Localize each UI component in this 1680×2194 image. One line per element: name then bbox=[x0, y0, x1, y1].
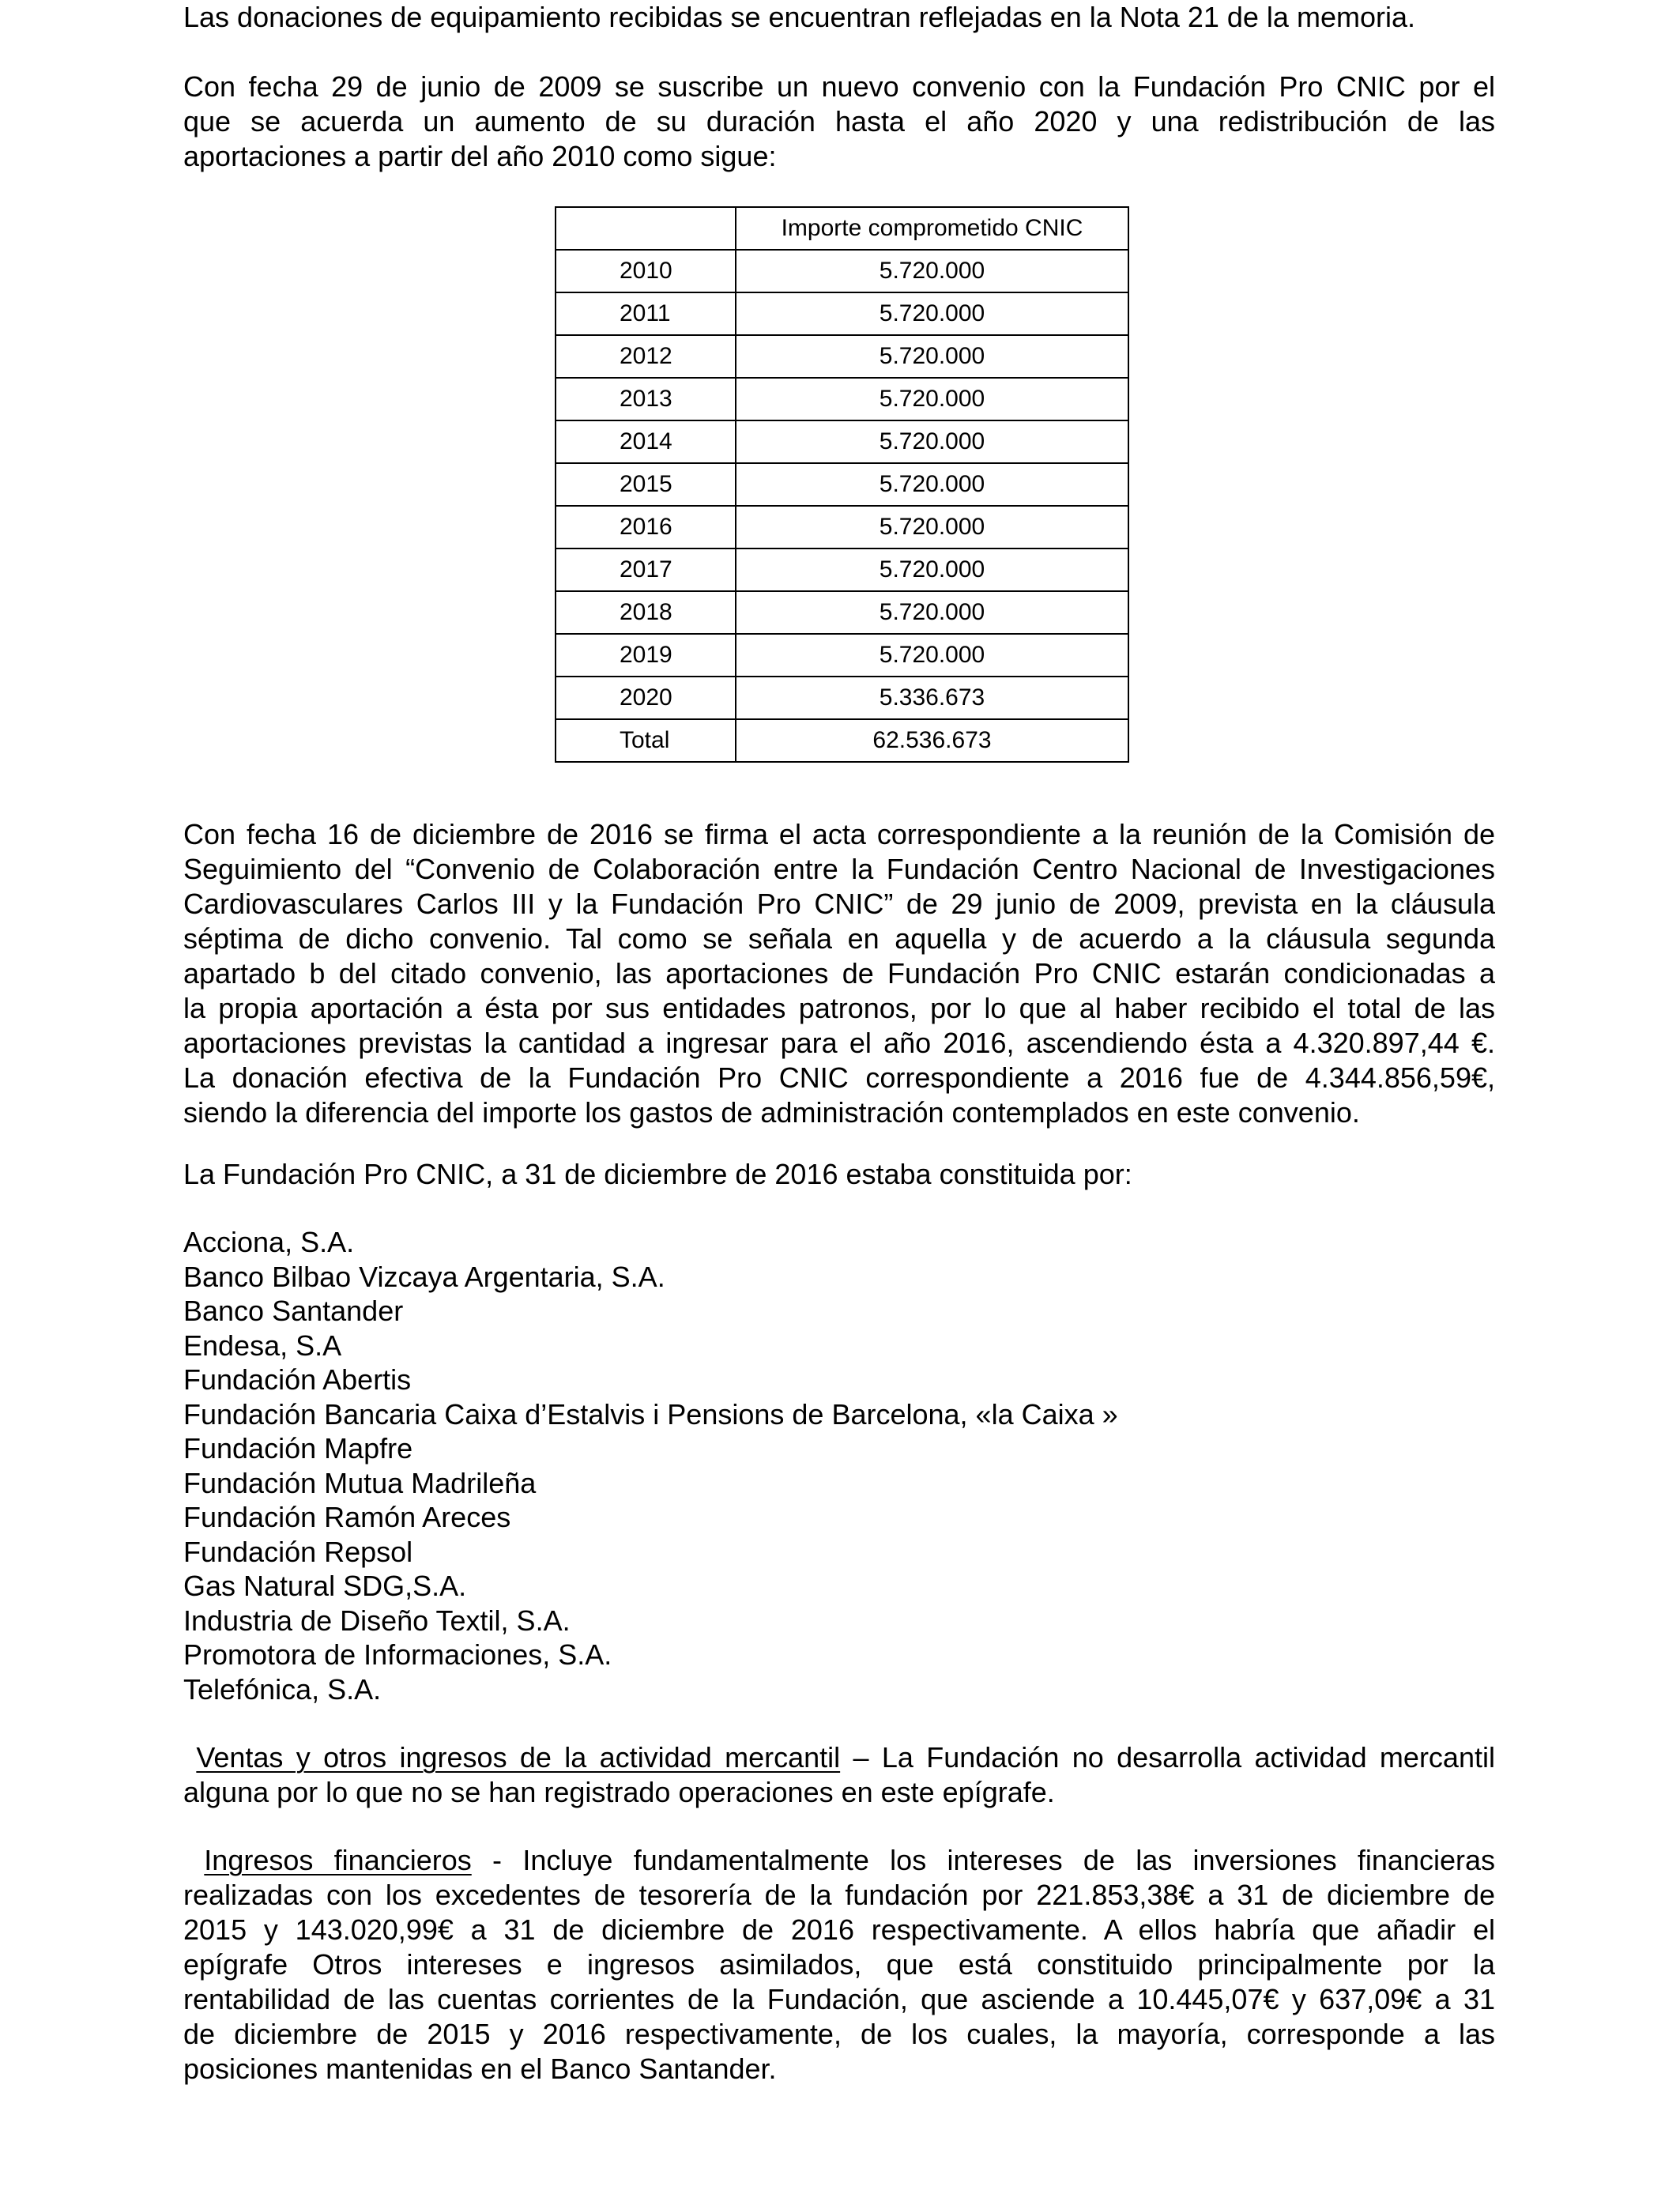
table-total-row bbox=[556, 719, 1128, 762]
paragraph-acta bbox=[183, 817, 1495, 1130]
table-cell-amount: 5.720.000 bbox=[736, 548, 1128, 591]
paragraph-ingresos bbox=[183, 1843, 1495, 2087]
paragraph-text: Las donaciones de equipamiento recibidas se encuentran reflejadas en la Nota 21 de la memoria. bbox=[183, 1, 1415, 33]
importe-comprometido-table bbox=[555, 206, 1129, 763]
table-cell-amount: 5.720.000 bbox=[736, 463, 1128, 506]
paragraph-text: - Incluye fundamentalmente los intereses de las inversiones financieras bbox=[471, 1844, 1495, 1876]
table-cell-year: 2011 bbox=[556, 292, 736, 335]
list-item: Fundación Repsol bbox=[183, 1535, 413, 1568]
table-cell-year: 2018 bbox=[556, 591, 736, 634]
paragraph-line: que se acuerda un aumento de su duración hasta el año 2020 y una redistribución de las bbox=[183, 105, 1495, 138]
members-list-block bbox=[183, 1225, 1495, 1706]
table-cell-year: 2010 bbox=[556, 250, 736, 292]
table-row bbox=[556, 420, 1128, 463]
paragraph-line: realizadas con los excedentes de tesorería de la fundación por 221.853,38€ a 31 de diciembre de bbox=[183, 1879, 1495, 1911]
paragraph-line: la propia aportación a ésta por sus entidades patronos, por lo que al haber recibido el total de las bbox=[183, 992, 1495, 1024]
paragraph-text: La Fundación Pro CNIC, a 31 de diciembre de 2016 estaba constituida por: bbox=[183, 1158, 1132, 1190]
table-cell-year: 2019 bbox=[556, 634, 736, 677]
paragraph-line: posiciones mantenidas en el Banco Santander. bbox=[183, 2053, 777, 2085]
table-cell-amount: 5.720.000 bbox=[736, 591, 1128, 634]
table-header-amount: Importe comprometido CNIC bbox=[736, 207, 1128, 250]
table-header-row bbox=[556, 207, 1128, 250]
table-row bbox=[556, 463, 1128, 506]
paragraph-text: – La Fundación no desarrolla actividad mercantil bbox=[840, 1741, 1495, 1774]
table-row bbox=[556, 548, 1128, 591]
paragraph-ventas bbox=[183, 1740, 1495, 1810]
table-cell-amount: 5.720.000 bbox=[736, 378, 1128, 420]
table-cell-year: 2013 bbox=[556, 378, 736, 420]
list-item: Fundación Bancaria Caixa d’Estalvis i Pensions de Barcelona, «la Caixa » bbox=[183, 1397, 1118, 1431]
table-cell-amount: 5.720.000 bbox=[736, 634, 1128, 677]
list-item: Industria de Diseño Textil, S.A. bbox=[183, 1604, 571, 1637]
members-list bbox=[183, 1225, 1495, 1706]
list-item: Fundación Mapfre bbox=[183, 1432, 413, 1465]
table-cell-amount: 5.720.000 bbox=[736, 250, 1128, 292]
list-item: Endesa, S.A bbox=[183, 1329, 342, 1362]
paragraph-line bbox=[183, 1843, 1495, 1878]
table-row bbox=[556, 634, 1128, 677]
section-heading-ventas: Ventas y otros ingresos de la actividad mercantil bbox=[196, 1741, 841, 1774]
list-item: Fundación Abertis bbox=[183, 1363, 412, 1396]
list-item: Gas Natural SDG,S.A. bbox=[183, 1570, 467, 1602]
list-item: Banco Bilbao Vizcaya Argentaria, S.A. bbox=[183, 1260, 665, 1293]
table-row bbox=[556, 677, 1128, 719]
table-row bbox=[556, 250, 1128, 292]
list-item: Fundación Mutua Madrileña bbox=[183, 1466, 537, 1499]
paragraph-constituida bbox=[183, 1157, 1495, 1192]
paragraph-donaciones bbox=[183, 0, 1495, 35]
table-cell-year: 2015 bbox=[556, 463, 736, 506]
paragraph-line: aportaciones a partir del año 2010 como sigue: bbox=[183, 140, 777, 172]
list-item: Promotora de Informaciones, S.A. bbox=[183, 1638, 612, 1671]
paragraph-line: rentabilidad de las cuentas corrientes de la Fundación, que asciende a 10.445,07€ y 637,09€ a 31 bbox=[183, 1983, 1495, 2015]
paragraph-line: 2015 y 143.020,99€ a 31 de diciembre de 2016 respectivamente. A ellos habría que añadir el bbox=[183, 1913, 1495, 1946]
paragraph-line: La donación efectiva de la Fundación Pro CNIC correspondiente a 2016 fue de 4.344.856,59€, bbox=[183, 1061, 1495, 1094]
table-cell-year: 2017 bbox=[556, 548, 736, 591]
paragraph-line: Cardiovasculares Carlos III y la Fundación Pro CNIC” de 29 junio de 2009, prevista en la cláusula bbox=[183, 888, 1495, 920]
paragraph-line: Seguimiento del “Convenio de Colaboración entre la Fundación Centro Nacional de Investigaciones bbox=[183, 853, 1495, 885]
table-cell-year: 2020 bbox=[556, 677, 736, 719]
list-item: Acciona, S.A. bbox=[183, 1226, 355, 1258]
table-cell-year: 2016 bbox=[556, 506, 736, 548]
table-cell-amount: 5.336.673 bbox=[736, 677, 1128, 719]
table-cell-year: 2014 bbox=[556, 420, 736, 463]
table-row bbox=[556, 292, 1128, 335]
table-cell-amount: 5.720.000 bbox=[736, 335, 1128, 378]
paragraph-line: Con fecha 16 de diciembre de 2016 se firma el acta correspondiente a la reunión de la Comisión de bbox=[183, 818, 1495, 850]
table-row bbox=[556, 335, 1128, 378]
paragraph-convenio bbox=[183, 70, 1495, 174]
table-row bbox=[556, 591, 1128, 634]
list-item: Banco Santander bbox=[183, 1295, 404, 1327]
table-cell-amount: 5.720.000 bbox=[736, 292, 1128, 335]
paragraph-line: aportaciones previstas la cantidad a ingresar para el año 2016, ascendiendo ésta a 4.320.897,44 €. bbox=[183, 1027, 1495, 1059]
table-row bbox=[556, 506, 1128, 548]
table-cell-year: Total bbox=[556, 719, 736, 762]
paragraph-line: de diciembre de 2015 y 2016 respectivamente, de los cuales, la mayoría, corresponde a las bbox=[183, 2018, 1495, 2050]
table-header-year bbox=[556, 207, 736, 250]
table-cell-amount: 62.536.673 bbox=[736, 719, 1128, 762]
table-cell-year: 2012 bbox=[556, 335, 736, 378]
paragraph-line: séptima de dicho convenio. Tal como se señala en aquella y de acuerdo a la cláusula segunda bbox=[183, 922, 1495, 955]
section-heading-ingresos: Ingresos financieros bbox=[204, 1844, 472, 1876]
paragraph-line: apartado b del citado convenio, las aportaciones de Fundación Pro CNIC estarán condicionadas a bbox=[183, 957, 1495, 990]
list-item: Telefónica, S.A. bbox=[183, 1672, 382, 1706]
table-cell-amount: 5.720.000 bbox=[736, 420, 1128, 463]
list-item: Fundación Ramón Areces bbox=[183, 1501, 511, 1533]
paragraph-line: siendo la diferencia del importe los gastos de administración contemplados en este convenio. bbox=[183, 1096, 1360, 1129]
table-cell-amount: 5.720.000 bbox=[736, 506, 1128, 548]
paragraph-line: alguna por lo que no se han registrado operaciones en este epígrafe. bbox=[183, 1776, 1055, 1808]
paragraph-line bbox=[183, 1740, 1495, 1775]
paragraph-line: Con fecha 29 de junio de 2009 se suscribe un nuevo convenio con la Fundación Pro CNIC por el bbox=[183, 70, 1495, 103]
paragraph-line: epígrafe Otros intereses e ingresos asimilados, que está constituido principalmente por la bbox=[183, 1948, 1495, 1981]
table-row bbox=[556, 378, 1128, 420]
